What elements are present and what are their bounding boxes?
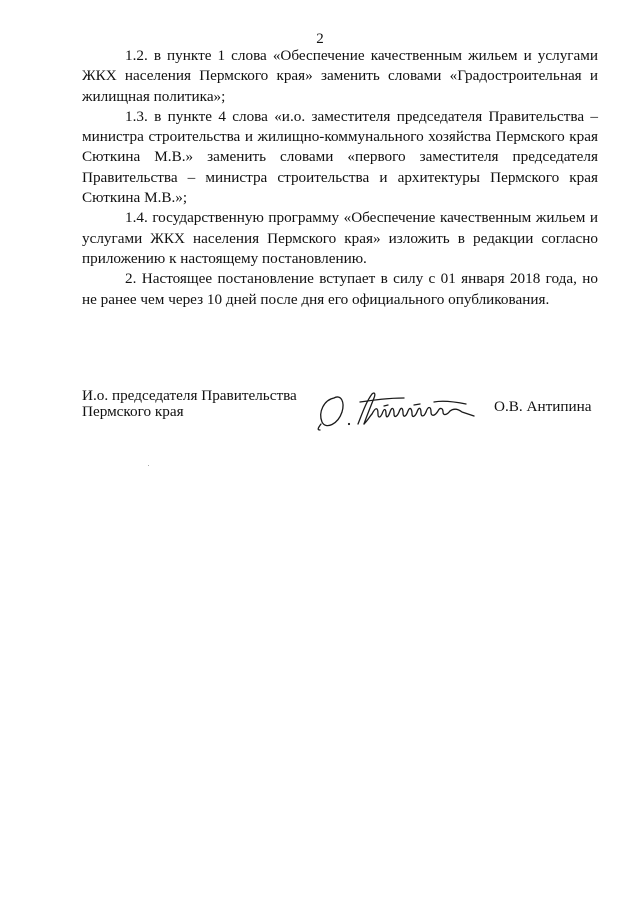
paragraph-1-2: 1.2. в пункте 1 слова «Обеспечение качественным жильем и услугами ЖКХ населения Пермского края» заменить словами «Градостроительная и жилищная политика»;	[82, 47, 598, 105]
paragraph-2: 2. Настоящее постановление вступает в силу с 01 января 2018 года, но не ранее чем через 10 дней после дня его официального опубликования.	[82, 270, 598, 308]
scan-speck	[148, 465, 149, 466]
signer-title-line-1: И.о. председателя Правительства	[82, 387, 297, 404]
signer-title-line-2: Пермского края	[82, 403, 184, 420]
paragraph-1-3: 1.3. в пункте 4 слова «и.о. заместителя председателя Правительства – министра строительства и жилищно-коммунального хозяйства Пермского края Сюткина М.В.» заменить словами «первого заместителя председателя Правительства – министра строительства и архитектуры Пермского края Сюткина М.В.»;	[82, 107, 598, 207]
signer-title	[82, 388, 297, 420]
handwritten-signature	[314, 384, 486, 432]
document-body	[82, 46, 598, 310]
paragraph-1-4: 1.4. государственную программу «Обеспечение качественным жильем и услугами ЖКХ населения Пермского края» изложить в редакции согласно приложению к настоящему постановлению.	[82, 209, 598, 267]
page-number: 2	[316, 31, 324, 47]
signature-block	[82, 388, 598, 438]
signer-name: О.В. Антипина	[494, 398, 592, 415]
